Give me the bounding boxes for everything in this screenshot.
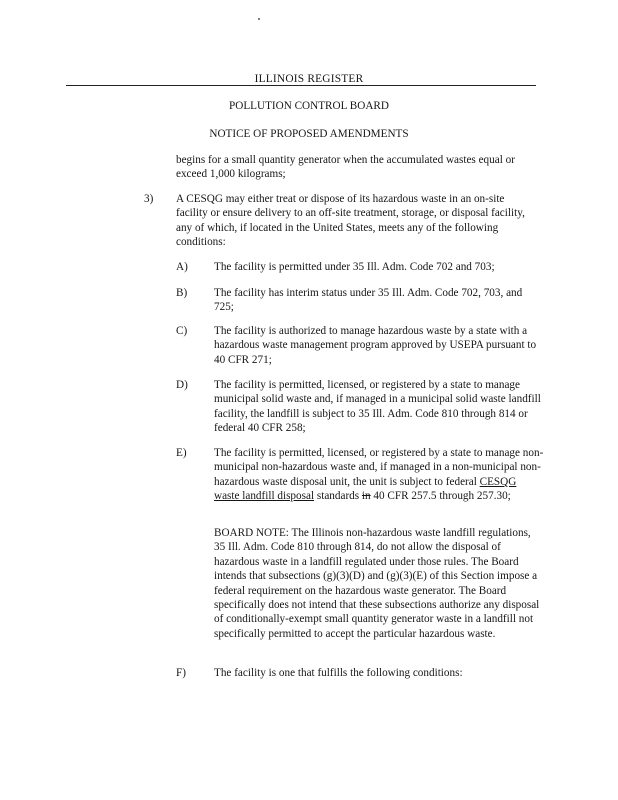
item-a-label: A) (176, 261, 188, 273)
item-e-inserted-text: CESQG waste landfill disposal (214, 475, 517, 503)
item-3-text: A CESQG may either treat or dispose of its hazardous waste in an on-site facility or ensure delivery to an off-site treatment, storage, or disposal facility, any of which, if located in the United States, meets any of the following conditions: (176, 193, 525, 249)
board-note: BOARD NOTE: The Illinois non-hazardous waste landfill regulations, 35 Ill. Adm. Code 810 through 814, do not allow the disposal of hazardous waste in a landfill regulated under those rules. The Board intends that subsections (g)(3)(D) and (g)(3)(E) of this Section impose a federal requirement on the hazardous waste generator. The Board specifically does not intend that these subsections authorize any disposal of conditionally-exempt small quantity generator waste in a landfill not specifically permitted to accept the particular hazardous waste. (214, 527, 540, 640)
item-f-text: The facility is one that fulfills the following conditions: (214, 667, 463, 679)
item-e-text-end: 40 CFR 257.5 through 257.30; (370, 490, 511, 503)
item-e-text-mid: standards (314, 490, 362, 503)
item-d-label: D) (176, 379, 188, 391)
item-e-text-main: The facility is permitted, licensed, or registered by a state to manage non-municipal non-hazardous waste and, if managed in a non-municipal non-hazardous waste disposal unit, the unit is subject to federal (214, 447, 544, 488)
board-title: POLLUTION CONTROL BOARD (229, 100, 389, 112)
item-a-text: The facility is permitted under 35 Ill. Adm. Code 702 and 703; (214, 261, 495, 273)
item-d-text: The facility is permitted, licensed, or registered by a state to manage municipal solid waste and, if managed in a municipal solid waste landfill facility, the landfill is subject to 35 Ill. Adm. Code 810 through 814 or federal 40 CFR 258; (214, 379, 541, 435)
continuation-paragraph: begins for a small quantity generator when the accumulated wastes equal or exceed 1,000 kilograms; (176, 154, 515, 181)
scan-speck (258, 18, 260, 20)
item-b-text: The facility has interim status under 35 Ill. Adm. Code 702, 703, and 725; (214, 287, 523, 314)
item-e-struck-text: in (361, 490, 371, 503)
register-title: ILLINOIS REGISTER (254, 73, 364, 85)
item-b-label: B) (176, 287, 188, 299)
item-c-text: The facility is authorized to manage hazardous waste by a state with a hazardous waste management program approved by USEPA pursuant to 40 CFR 271; (214, 325, 537, 366)
item-f-label: F) (176, 667, 186, 679)
item-3-label: 3) (144, 193, 154, 205)
item-c-label: C) (176, 325, 188, 337)
notice-title: NOTICE OF PROPOSED AMENDMENTS (209, 128, 409, 140)
item-e-text (214, 446, 544, 504)
header-rule (66, 85, 536, 86)
item-e-label: E) (176, 447, 187, 459)
